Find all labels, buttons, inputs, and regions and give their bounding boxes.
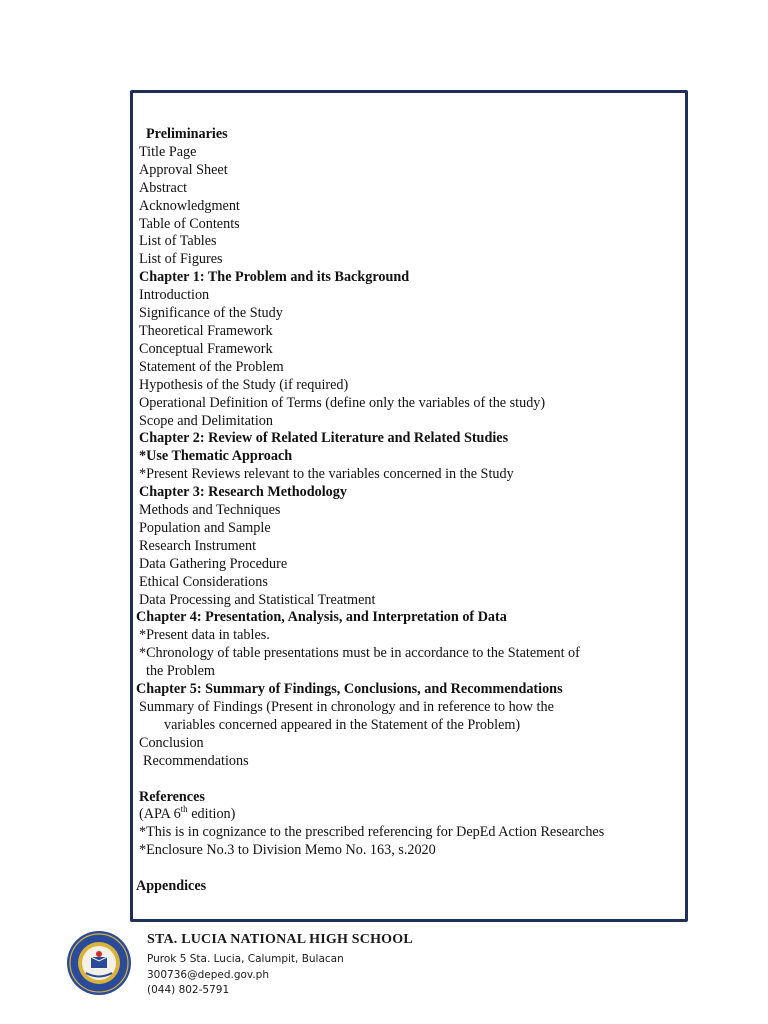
chapter4-heading: Chapter 4: Presentation, Analysis, and Interpretation of Data	[136, 609, 507, 626]
chapter4-note-continued: the Problem	[146, 663, 215, 680]
outline-item: Acknowledgment	[139, 197, 240, 214]
school-seal-icon	[66, 930, 132, 996]
school-email: 300736@deped.gov.ph	[147, 968, 269, 981]
school-footer	[147, 932, 413, 999]
chapter3-heading: Chapter 3: Research Methodology	[139, 484, 347, 501]
references-heading: References	[139, 788, 205, 805]
outline-item: Ethical Considerations	[139, 573, 268, 590]
chapter1-heading: Chapter 1: The Problem and its Background	[139, 269, 410, 286]
references-note: *This is in cognizance to the prescribed referencing for DepEd Action Researches	[139, 824, 605, 841]
outline-item: Abstract	[139, 179, 188, 196]
school-name: STA. LUCIA NATIONAL HIGH SCHOOL	[147, 932, 413, 947]
outline-item: Hypothesis of the Study (if required)	[139, 376, 349, 393]
outline-item: List of Tables	[139, 233, 217, 250]
outline-item: Approval Sheet	[139, 161, 228, 178]
spacer	[136, 771, 681, 789]
outline-item: Operational Definition of Terms (define only the variables of the study)	[139, 394, 546, 411]
apa-superscript: th	[180, 803, 188, 814]
spacer	[136, 860, 681, 878]
references-note: *Enclosure No.3 to Division Memo No. 163, s.2020	[139, 842, 436, 859]
outline-item: Data Processing and Statistical Treatment	[139, 591, 376, 608]
chapter2-heading: Chapter 2: Review of Related Literature and Related Studies	[139, 430, 509, 447]
chapter5-heading: Chapter 5: Summary of Findings, Conclusions, and Recommendations	[136, 681, 563, 698]
school-phone: (044) 802-5791	[147, 984, 230, 996]
outline-item: Significance of the Study	[139, 305, 283, 322]
chapter5-conclusion: Conclusion	[139, 734, 204, 751]
outline-item: Table of Contents	[139, 215, 240, 232]
apa-suffix: edition)	[187, 806, 236, 823]
thesis-outline	[136, 126, 681, 896]
outline-item: Theoretical Framework	[139, 322, 273, 339]
outline-item: Methods and Techniques	[139, 502, 281, 519]
school-address: Purok 5 Sta. Lucia, Calumpit, Bulacan	[147, 953, 344, 965]
references-apa	[136, 803, 681, 824]
chapter5-summary: Summary of Findings (Present in chronology and in reference to how the	[139, 699, 554, 715]
chapter2-note: *Present Reviews relevant to the variables concerned in the Study	[139, 466, 514, 483]
outline-item: Scope and Delimitation	[139, 412, 273, 429]
outline-item: List of Figures	[139, 251, 223, 268]
chapter5-summary-continued: variables concerned appeared in the Statement of the Problem)	[164, 716, 521, 733]
outline-item: Data Gathering Procedure	[139, 555, 288, 572]
chapter5-recommendations: Recommendations	[143, 752, 249, 769]
outline-item: Research Instrument	[139, 537, 257, 554]
outline-item: Population and Sample	[139, 519, 271, 536]
appendices-heading: Appendices	[136, 878, 207, 895]
outline-item: Title Page	[139, 143, 197, 160]
preliminaries-heading: Preliminaries	[146, 126, 228, 142]
outline-item: Conceptual Framework	[139, 340, 273, 357]
chapter2-note-bold: *Use Thematic Approach	[139, 448, 293, 465]
apa-prefix: (APA 6	[139, 806, 181, 823]
outline-item: Statement of the Problem	[139, 358, 284, 375]
outline-item: Introduction	[139, 287, 210, 304]
chapter4-note: *Chronology of table presentations must be in accordance to the Statement of	[139, 645, 580, 662]
chapter4-note: *Present data in tables.	[139, 627, 270, 644]
